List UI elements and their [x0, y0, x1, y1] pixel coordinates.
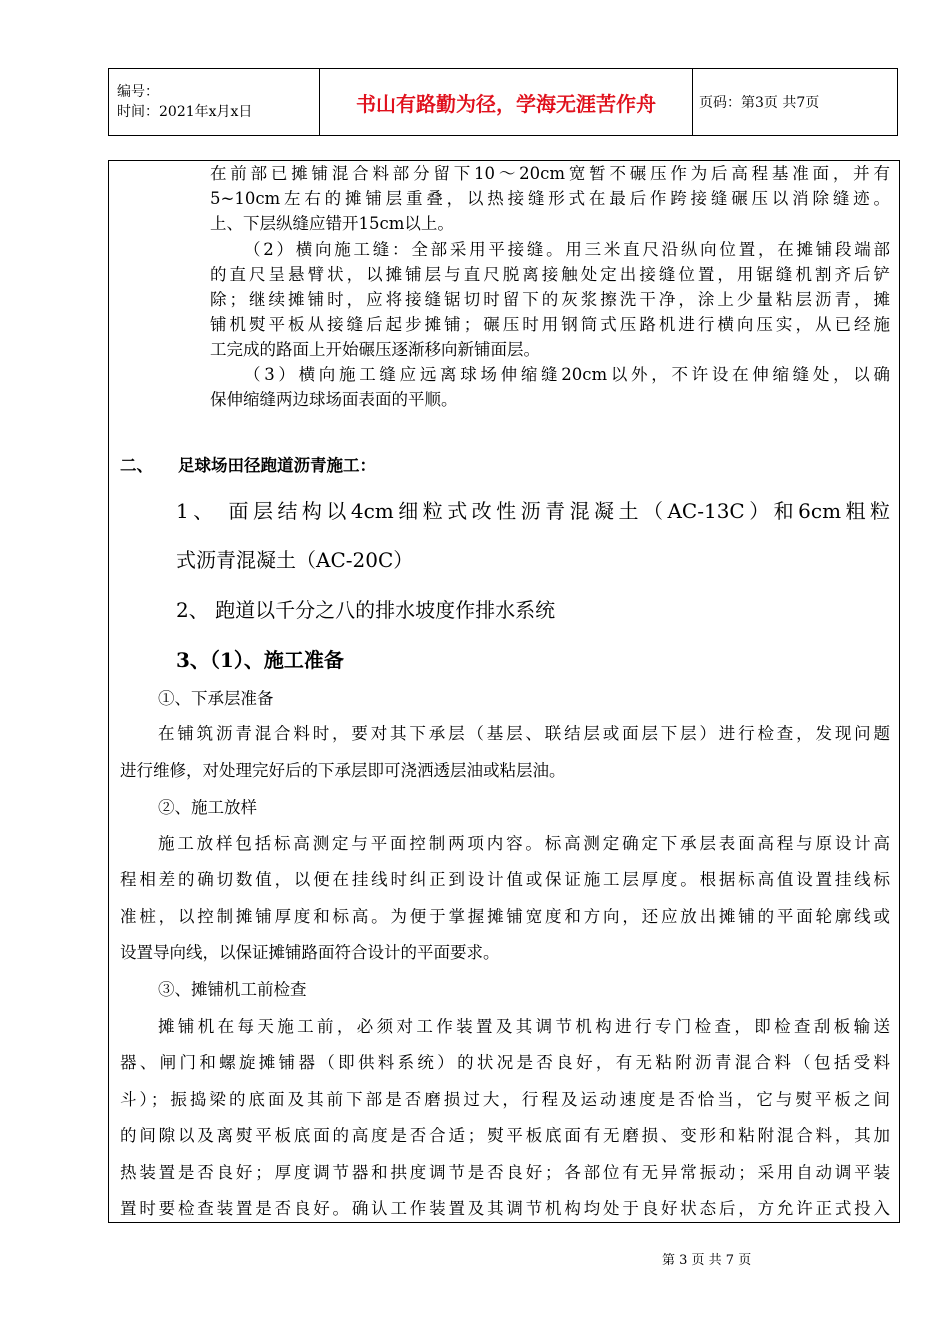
content-line: 保伸缩缝两边球场面表面的平顺。 — [210, 390, 458, 409]
content-line: （3）横向施工缝应远离球场伸缩缝20cm以外，不许设在伸缩缝处，以确 — [244, 365, 890, 384]
content-line: 的间隙以及离熨平板底面的高度是否合适；熨平板底面有无磨损、变形和粘附混合料，其加 — [120, 1126, 890, 1145]
content-line: 程相差的确切数值，以便在挂线时纠正到设计值或保证施工层厚度。根据标高值设置挂线标 — [120, 870, 890, 889]
header-page-info: 页码：第3页 共7页 — [693, 69, 898, 136]
list-item-1-line-2: 式沥青混凝土（AC-20C） — [176, 548, 414, 572]
content-line: 斗）；振捣梁的底面及其前下部是否磨损过大，行程及运动速度是否恰当，它与熨平板之间 — [120, 1090, 890, 1109]
list-item-1-line-1: 1、 面层结构以4cm细粒式改性沥青混凝土（AC-13C）和6cm粗粒 — [176, 499, 890, 523]
content-line: 5~10cm左右的摊铺层重叠，以热接缝形式在最后作跨接缝碾压以消除缝迹。 — [210, 189, 890, 208]
list-item-3-heading: 3、（1）、施工准备 — [176, 648, 344, 672]
content-line: 在铺筑沥青混合料时，要对其下承层（基层、联结层或面层下层）进行检查，发现问题 — [158, 724, 890, 743]
content-line: 摊铺机在每天施工前，必须对工作装置及其调节机构进行专门检查，即检查刮板输送 — [158, 1017, 890, 1036]
content-line: 工完成的路面上开始碾压逐渐移向新铺面层。 — [210, 340, 540, 359]
content-line: 的直尺呈悬臂状，以摊铺层与直尺脱离接触处定出接缝位置，用锯缝机割齐后铲 — [210, 265, 890, 284]
subsection-title: ②、施工放样 — [158, 798, 257, 817]
page-footer: 第 3 页 共 7 页 — [662, 1253, 752, 1268]
list-item-2: 2、 跑道以千分之八的排水坡度作排水系统 — [176, 598, 556, 622]
section-number: 二、 — [120, 456, 153, 475]
content-line: 铺机熨平板从接缝后起步摊铺；碾压时用钢筒式压路机进行横向压实，从已经施 — [210, 315, 890, 334]
content-line: 准桩，以控制摊铺厚度和标高。为便于掌握摊铺宽度和方向，还应放出摊铺的平面轮廓线或 — [120, 907, 890, 926]
content-line: 上、下层纵缝应错开15cm以上。 — [210, 214, 454, 233]
content-line: 进行维修，对处理完好后的下承层即可浇洒透层油或粘层油。 — [120, 761, 566, 780]
header-motto: 书山有路勤为径，学海无涯苦作舟 — [320, 69, 693, 136]
content-line: 置时要检查装置是否良好。确认工作装置及其调节机构均处于良好状态后，方允许正式投入 — [120, 1199, 890, 1218]
content-line: 施工放样包括标高测定与平面控制两项内容。标高测定确定下承层表面高程与原设计高 — [158, 834, 890, 853]
header-table — [108, 68, 898, 136]
section-title: 足球场田径跑道沥青施工： — [178, 456, 376, 475]
content-line: 设置导向线，以保证摊铺路面符合设计的平面要求。 — [120, 943, 500, 962]
header-info-cell — [109, 69, 320, 136]
content-line: （2）横向施工缝：全部采用平接缝。用三米直尺沿纵向位置，在摊铺段端部 — [244, 240, 890, 259]
content-line: 热装置是否良好；厚度调节器和拱度调节是否良好；各部位有无异常振动；采用自动调平装 — [120, 1163, 890, 1182]
subsection-title: ③、摊铺机工前检查 — [158, 980, 307, 999]
content-line: 在前部已摊铺混合料部分留下10～20cm宽暂不碾压作为后高程基准面，并有 — [210, 164, 890, 183]
document-date: 时间：2021年x月x日 — [117, 104, 253, 120]
document-number-label: 编号： — [117, 84, 159, 100]
content-line: 器、闸门和螺旋摊铺器（即供料系统）的状况是否良好，有无粘附沥青混合料（包括受料 — [120, 1053, 890, 1072]
subsection-title: ①、下承层准备 — [158, 689, 274, 708]
content-line: 除；继续摊铺时，应将接缝锯切时留下的灰浆擦洗干净，涂上少量粘层沥青，摊 — [210, 290, 890, 309]
